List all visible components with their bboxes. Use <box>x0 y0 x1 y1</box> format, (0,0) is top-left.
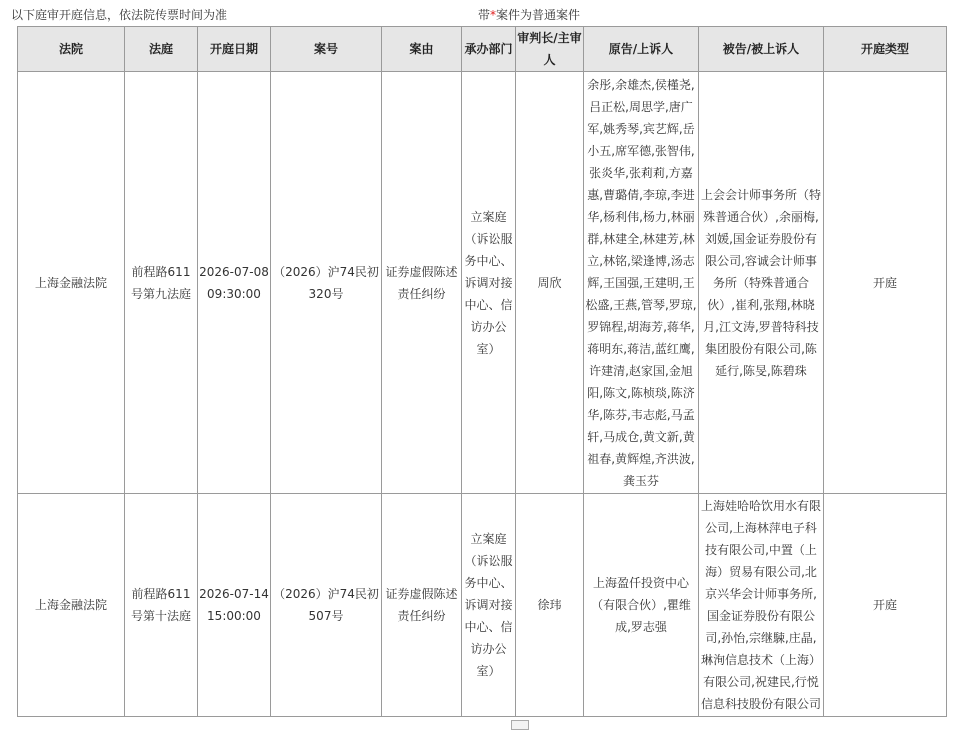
cell-type: 开庭 <box>824 494 947 717</box>
cell-case-no: （2026）沪74民初507号 <box>271 494 382 717</box>
cell-judge: 周欣 <box>516 72 584 494</box>
table-row <box>18 494 947 717</box>
cell-dept: 立案庭（诉讼服务中心、诉调对接中心、信访办公室） <box>462 494 516 717</box>
table-header-row <box>18 27 947 72</box>
asterisk-icon: * <box>490 8 497 22</box>
hearing-table <box>17 26 947 717</box>
scroll-handle[interactable] <box>511 720 529 730</box>
ordinary-case-note <box>478 7 580 23</box>
header-cause: 案由 <box>382 27 462 72</box>
header-defendant: 被告/被上诉人 <box>699 27 824 72</box>
header-dept: 承办部门 <box>462 27 516 72</box>
header-court: 法院 <box>18 27 125 72</box>
note-prefix: 带 <box>478 8 491 22</box>
cell-court: 上海金融法院 <box>18 72 125 494</box>
cell-courtroom: 前程路611号第九法庭 <box>125 72 198 494</box>
cell-judge: 徐玮 <box>516 494 584 717</box>
cell-plaintiff: 余彤,余雄杰,侯槿尧,吕正松,周思学,唐广军,姚秀琴,宾艺辉,岳小五,席军德,张智伟,张炎华,张莉莉,方嘉惠,曹璐倩,李琼,李进华,杨利伟,杨力,林丽群,林建全,林建芳,林立,林铭,梁逢博,汤志辉,王国强,王建明,王松盛,王燕,管琴,罗琼,罗锦程,胡海芳,蒋华,蒋明东,蒋洁,蓝红鹰,许建清,赵家国,金旭阳,陈文,陈桢琰,陈济华,陈芬,韦志彪,马孟轩,马成仓,黄文新,黄祖春,黄辉煌,齐洪波,龚玉芬 <box>584 72 699 494</box>
header-judge: 审判长/主审人 <box>516 27 584 72</box>
note-suffix: 案件为普通案件 <box>496 8 581 22</box>
header-case-no: 案号 <box>271 27 382 72</box>
cell-defendant: 上海娃哈哈饮用水有限公司,上海林萍电子科技有限公司,中置（上海）贸易有限公司,北京兴华会计师事务所,国金证券股份有限公司,孙怡,宗继駷,庄晶,琳洵信息技术（上海）有限公司,祝建民,行悦信息科技股份有限公司 <box>699 494 824 717</box>
cell-court: 上海金融法院 <box>18 494 125 717</box>
header-type: 开庭类型 <box>824 27 947 72</box>
notice-bar <box>0 0 960 24</box>
header-plaintiff: 原告/上诉人 <box>584 27 699 72</box>
table-row <box>18 72 947 494</box>
cell-cause: 证券虚假陈述责任纠纷 <box>382 494 462 717</box>
cell-type: 开庭 <box>824 72 947 494</box>
cell-case-no: （2026）沪74民初320号 <box>271 72 382 494</box>
cell-dept: 立案庭（诉讼服务中心、诉调对接中心、信访办公室） <box>462 72 516 494</box>
cell-date: 2026-07-08 09:30:00 <box>198 72 271 494</box>
cell-date: 2026-07-14 15:00:00 <box>198 494 271 717</box>
cell-defendant: 上会会计师事务所（特殊普通合伙）,余丽梅,刘媛,国金证券股份有限公司,容诚会计师事务所（特殊普通合伙）,崔利,张翔,林晓月,江文涛,罗普特科技集团股份有限公司,陈延行,陈旻,陈碧珠 <box>699 72 824 494</box>
cell-plaintiff: 上海盈仟投资中心（有限合伙）,瞿维成,罗志强 <box>584 494 699 717</box>
cell-cause: 证券虚假陈述责任纠纷 <box>382 72 462 494</box>
header-date: 开庭日期 <box>198 27 271 72</box>
cell-courtroom: 前程路611号第十法庭 <box>125 494 198 717</box>
hearing-notice: 以下庭审开庭信息，依法院传票时间为准 <box>11 8 228 22</box>
header-courtroom: 法庭 <box>125 27 198 72</box>
